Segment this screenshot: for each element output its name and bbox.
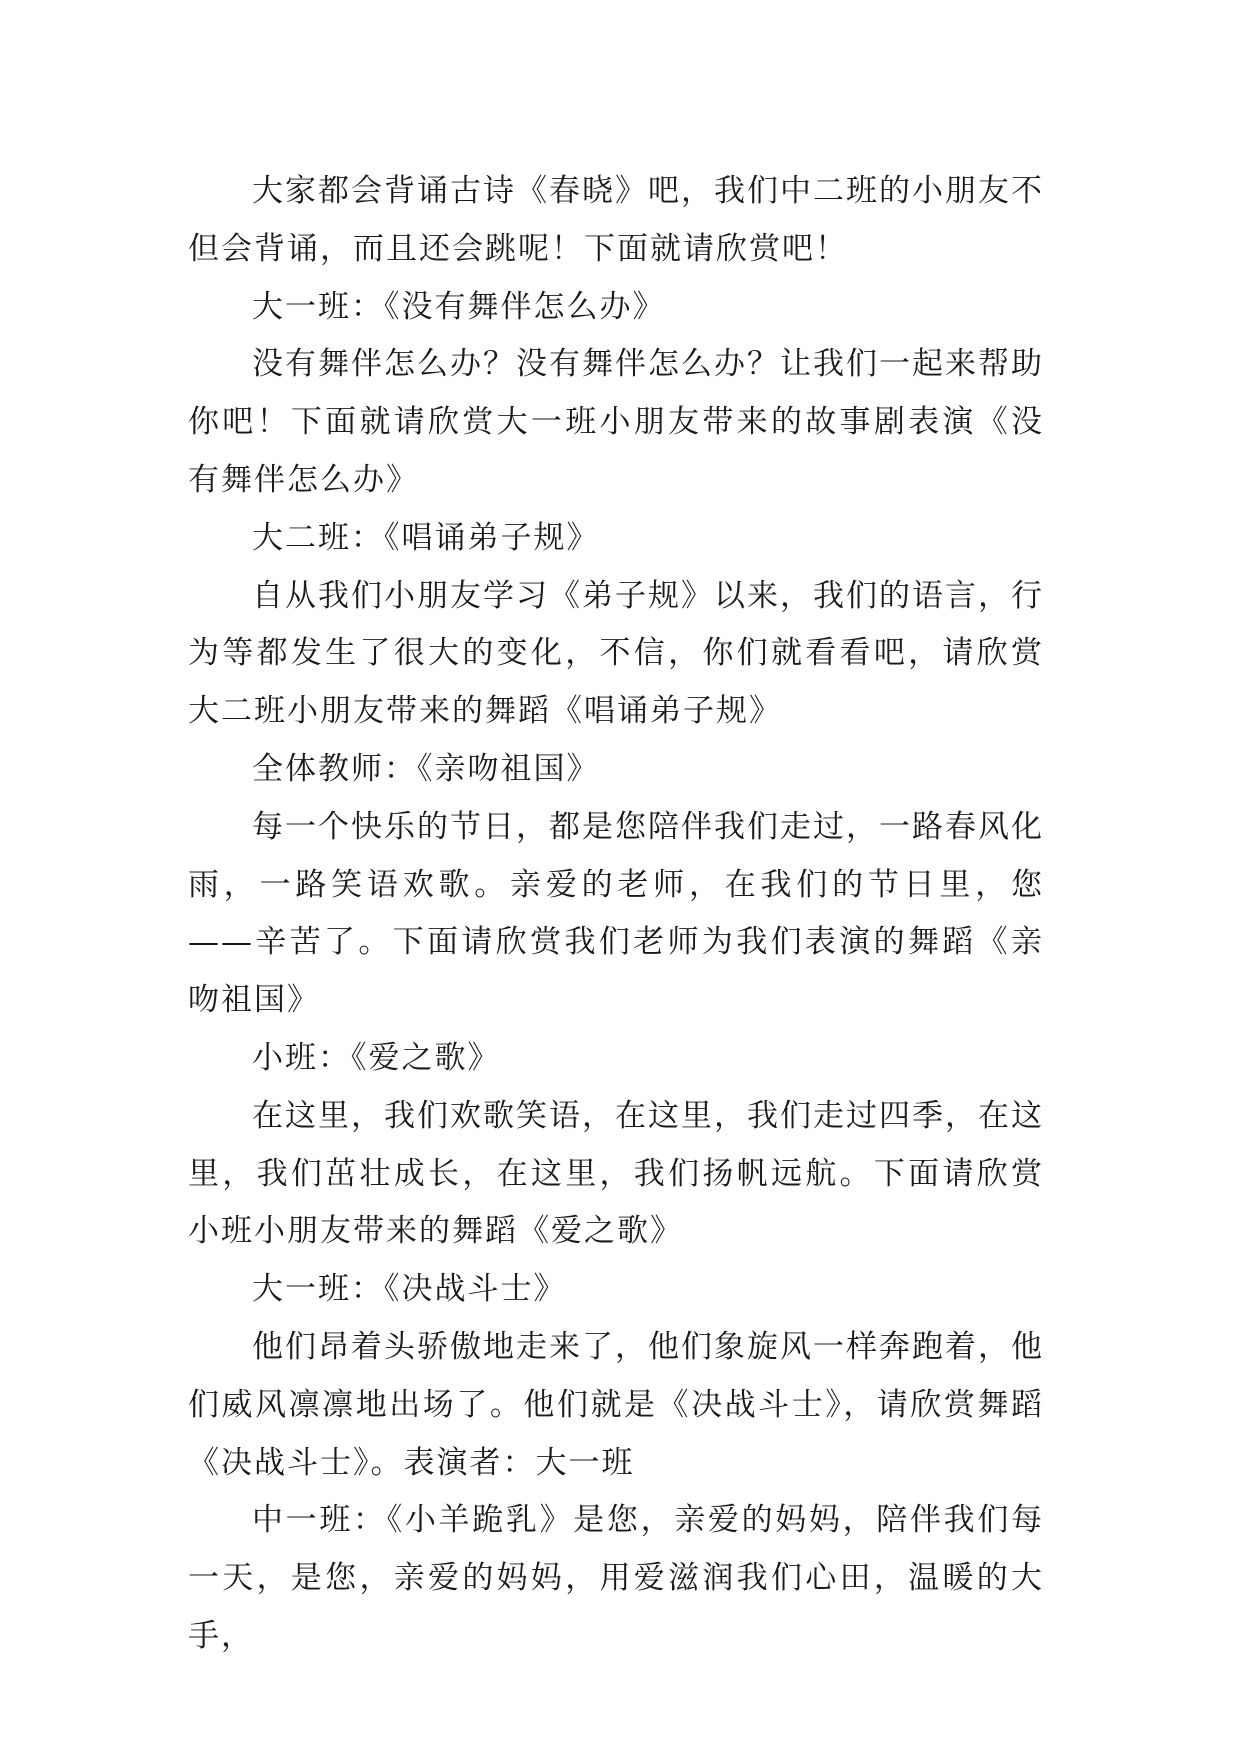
- paragraph-song-of-love: 在这里，我们欢歌笑语，在这里，我们走过四季，在这里，我们茁壮成长，在这里，我们扬帆远航。下面请欣赏小班小朋友带来的舞蹈《爱之歌》: [188, 1097, 1044, 1250]
- paragraph-warriors: 他们昂着头骄傲地走来了，他们象旋风一样奔跑着，他们威风凛凛地出场了。他们就是《决战斗士》，请欣赏舞蹈《决战斗士》。表演者：大一班: [188, 1328, 1044, 1481]
- program-heading-kiss-motherland: 全体教师：《亲吻祖国》: [252, 750, 600, 787]
- program-heading-song-of-love: 小班：《爱之歌》: [252, 1039, 501, 1076]
- program-heading-warriors: 大一班：《决战斗士》: [252, 1271, 567, 1308]
- program-heading-dizigui: 大二班：《唱诵弟子规》: [252, 519, 600, 556]
- program-heading-no-partner: 大一班：《没有舞伴怎么办》: [252, 288, 666, 325]
- paragraph-dizigui: 自从我们小朋友学习《弟子规》以来，我们的语言，行为等都发生了很大的变化，不信，你们就看看吧，请欣赏大二班小朋友带来的舞蹈《唱诵弟子规》: [188, 577, 1044, 730]
- paragraph-kiss-motherland: 每一个快乐的节日，都是您陪伴我们走过，一路春风化雨，一路笑语欢歌。亲爱的老师，在我们的节日里，您——辛苦了。下面请欣赏我们老师为我们表演的舞蹈《亲吻祖国》: [188, 808, 1044, 1019]
- paragraph-no-partner: 没有舞伴怎么办？没有舞伴怎么办？让我们一起来帮助你吧！下面就请欣赏大一班小朋友带来的故事剧表演《没有舞伴怎么办》: [188, 346, 1044, 498]
- paragraph-chunxiao-intro: 大家都会背诵古诗《春晓》吧，我们中二班的小朋友不但会背诵，而且还会跳呢！下面就请欣赏吧！: [188, 173, 1044, 267]
- document-body: [188, 163, 1044, 1666]
- paragraph-lamb-kneeling: 中一班：《小羊跪乳》是您，亲爱的妈妈，陪伴我们每一天，是您，亲爱的妈妈，用爱滋润我们心田，温暖的大手，: [188, 1502, 1044, 1654]
